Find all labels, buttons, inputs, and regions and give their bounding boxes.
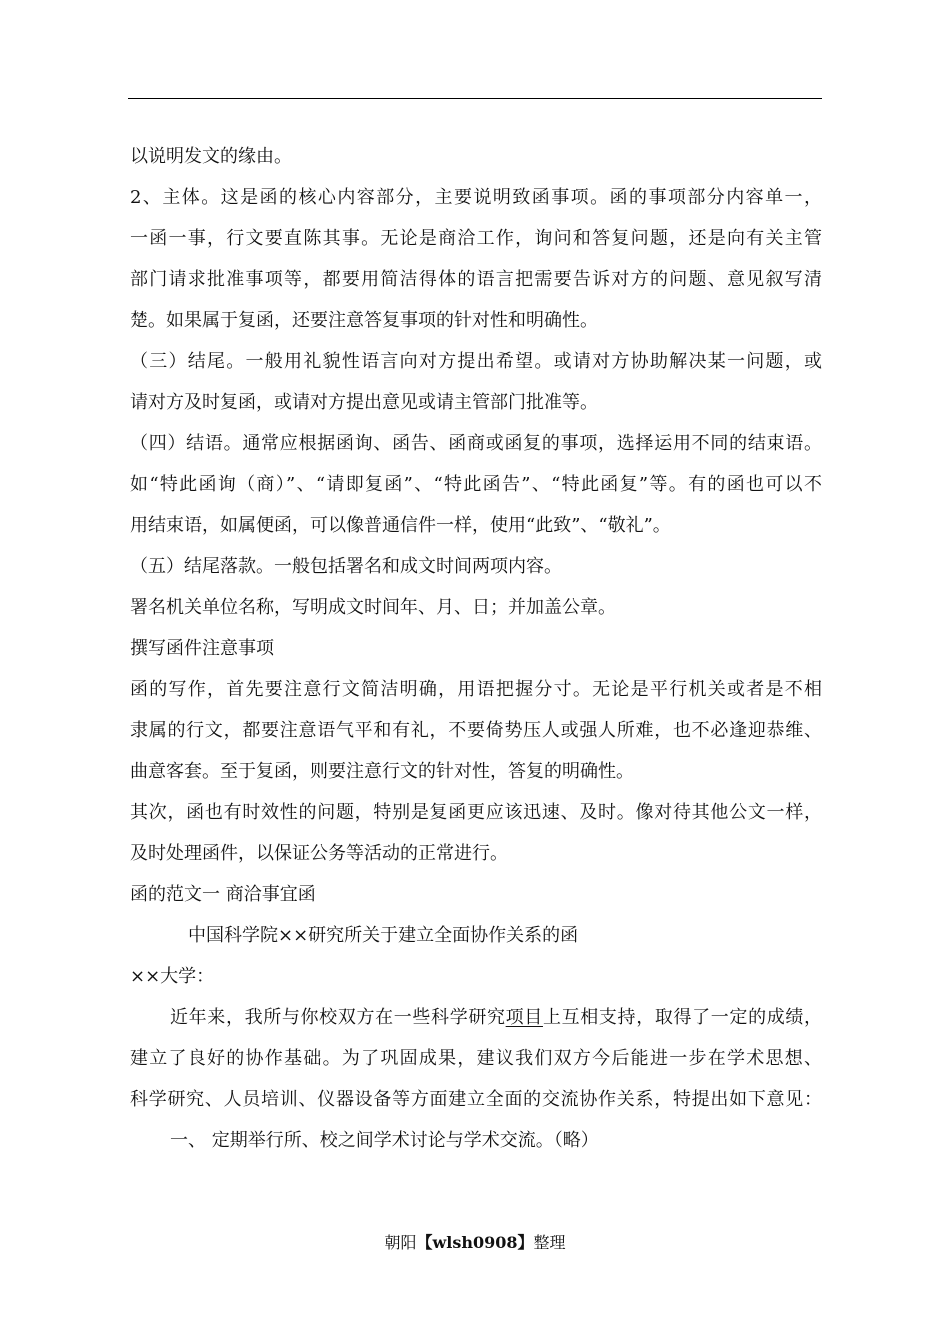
letter-salutation: ××大学： bbox=[130, 966, 215, 987]
text-line: 楚。如果属于复函，还要注意答复事项的针对性和明确性。 bbox=[130, 310, 598, 331]
text-line: 一函一事，行文要直陈其事。无论是商洽工作，询问和答复问题，还是向有关主管 bbox=[130, 228, 822, 249]
text-line: （三）结尾。一般用礼貌性语言向对方提出希望。或请对方协助解决某一问题，或 bbox=[130, 351, 822, 372]
list-item: 一、 定期举行所、校之间学术讨论与学术交流。（略） bbox=[170, 1130, 599, 1151]
text-line: （四）结语。通常应根据函询、函告、函商或函复的事项，选择运用不同的结束语。 bbox=[130, 433, 822, 454]
text-line: 部门请求批准事项等，都要用简洁得体的语言把需要告诉对方的问题、意见叙写清 bbox=[130, 269, 822, 290]
text-line bbox=[130, 997, 822, 1038]
footer-text: 朝阳 bbox=[384, 1233, 417, 1252]
text-line: （五）结尾落款。一般包括署名和成文时间两项内容。 bbox=[130, 556, 562, 577]
text-line: 2、主体。这是函的核心内容部分，主要说明致函事项。函的事项部分内容单一， bbox=[130, 187, 822, 208]
page-footer bbox=[0, 1230, 950, 1253]
text-line: 及时处理函件，以保证公务等活动的正常进行。 bbox=[130, 843, 508, 864]
footer-text: 整理 bbox=[533, 1233, 566, 1252]
header-rule bbox=[128, 98, 822, 99]
text-line: 函的写作，首先要注意行文简洁明确，用语把握分寸。无论是平行机关或者是不相 bbox=[130, 679, 822, 700]
document-body bbox=[130, 136, 822, 1161]
text-segment: 上互相支持，取得了一定的成绩， bbox=[542, 1007, 823, 1028]
text-line: 如“特此函询（商）”、“请即复函”、“特此函告”、“特此函复”等。有的函也可以不 bbox=[130, 474, 822, 495]
footer-id: 【wlsh0908】 bbox=[416, 1233, 534, 1252]
section-heading: 函的范文一 商洽事宜函 bbox=[130, 884, 316, 905]
text-line: 隶属的行文，都要注意语气平和有礼，不要倚势压人或强人所难，也不必逢迎恭维、 bbox=[130, 720, 822, 741]
text-line: 其次，函也有时效性的问题，特别是复函更应该迅速、及时。像对待其他公文一样， bbox=[130, 802, 822, 823]
section-heading: 撰写函件注意事项 bbox=[130, 638, 274, 659]
text-line: 署名机关单位名称，写明成文时间年、月、日；并加盖公章。 bbox=[130, 597, 616, 618]
text-line: 请对方及时复函，或请对方提出意见或请主管部门批准等。 bbox=[130, 392, 598, 413]
text-line: 用结束语，如属便函，可以像普通信件一样，使用“此致”、“敬礼”。 bbox=[130, 515, 671, 536]
text-line: 曲意客套。至于复函，则要注意行文的针对性，答复的明确性。 bbox=[130, 761, 634, 782]
letter-title: 中国科学院××研究所关于建立全面协作关系的函 bbox=[188, 925, 579, 946]
text-line: 建立了良好的协作基础。为了巩固成果，建议我们双方今后能进一步在学术思想、 bbox=[130, 1048, 822, 1069]
underlined-term: 项目 bbox=[505, 1007, 543, 1028]
text-line: 以说明发文的缘由。 bbox=[130, 146, 292, 167]
text-line: 科学研究、人员培训、仪器设备等方面建立全面的交流协作关系，特提出如下意见： bbox=[130, 1089, 822, 1110]
text-segment: 近年来，我所与你校双方在一些科学研究 bbox=[170, 1007, 506, 1028]
